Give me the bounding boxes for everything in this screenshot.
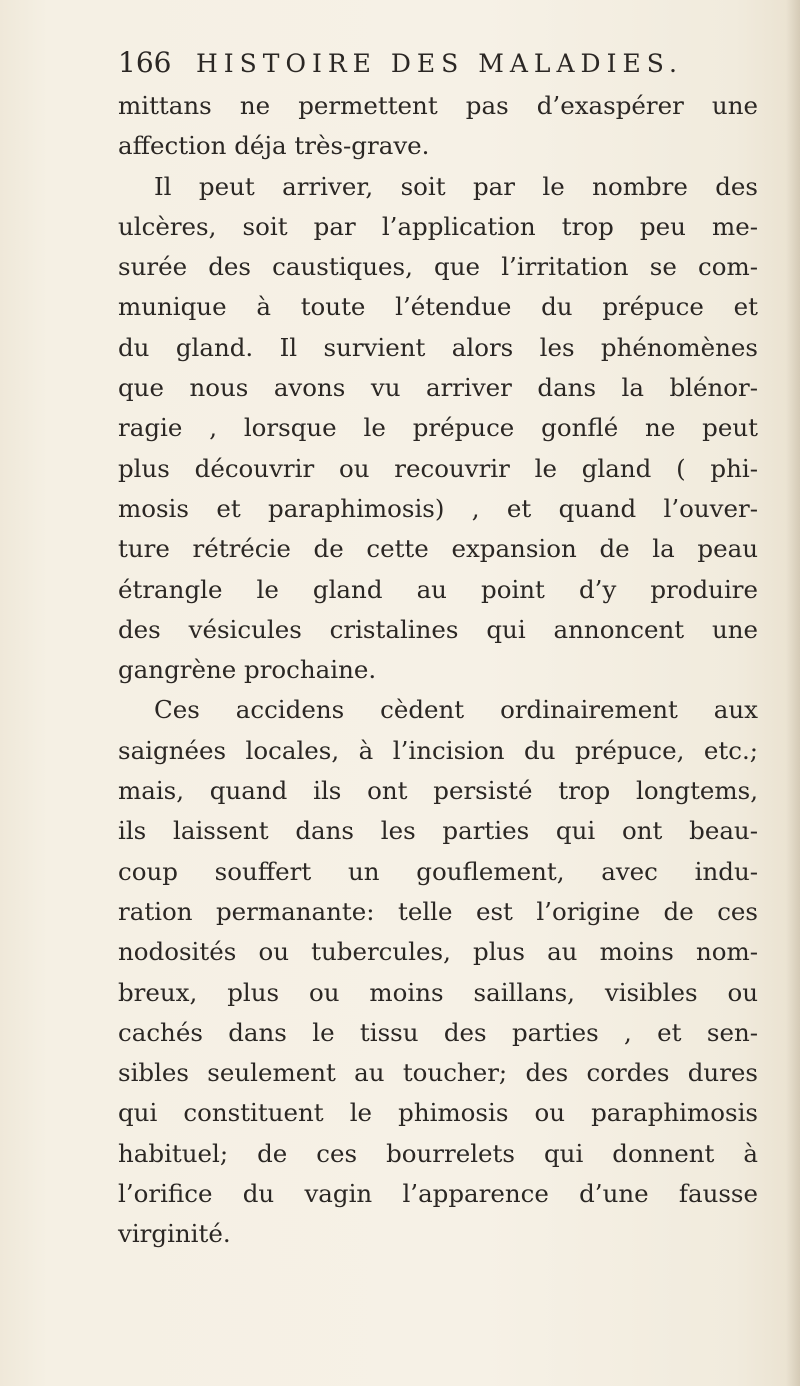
text-line: surée des caustiques, que l’irritation se com- (118, 252, 758, 282)
running-header (118, 46, 683, 86)
text-line: des vésicules cristalines qui annoncent une (118, 614, 758, 644)
text-line: breux, plus ou moins saillans, visibles ou (118, 977, 758, 1007)
text-line: ulcères, soit par l’application trop peu me- (118, 211, 758, 241)
text-line: affection déja très-grave. (118, 131, 430, 161)
text-line: munique à toute l’étendue du prépuce et (118, 292, 758, 322)
running-title: HISTOIRE DES MALADIES. (196, 49, 683, 78)
text-line: gangrène prochaine. (118, 655, 377, 685)
text-line: Il peut arriver, soit par le nombre des (154, 171, 758, 201)
text-line: mais, quand ils ont persisté trop longtems, (118, 776, 758, 806)
text-line: ragie , lorsque le prépuce gonflé ne peut (118, 413, 758, 443)
text-line: cachés dans le tissu des parties , et sen- (118, 1017, 758, 1047)
text-line: coup souffert un gouflement, avec indu- (118, 856, 758, 886)
text-line: sibles seulement au toucher; des cordes dures (118, 1058, 758, 1088)
page-edge-shadow (786, 0, 800, 1386)
text-line: mittans ne permettent pas d’exaspérer une (118, 91, 758, 120)
body-text (118, 86, 758, 1255)
text-line: nodosités ou tubercules, plus au moins nom- (118, 937, 758, 967)
text-line: du gland. Il survient alors les phénomènes (118, 332, 758, 362)
text-line: ration permanante: telle est l’origine de ces (118, 896, 758, 926)
text-line: saignées locales, à l’incision du prépuce, etc.; (118, 735, 758, 765)
text-line: Ces accidens cèdent ordinairement aux (154, 695, 758, 725)
page-number: 166 (118, 46, 172, 79)
text-line: l’orifice du vagin l’apparence d’une fausse (118, 1179, 758, 1209)
text-line: virginité. (118, 1219, 231, 1249)
text-line: mosis et paraphimosis) , et quand l’ouver- (118, 493, 758, 523)
text-line: habituel; de ces bourrelets qui donnent à (118, 1138, 758, 1168)
text-line: qui constituent le phimosis ou paraphimosis (118, 1098, 758, 1128)
text-line: que nous avons vu arriver dans la blénor- (118, 373, 758, 403)
text-line: étrangle le gland au point d’y produire (118, 574, 758, 604)
text-line: plus découvrir ou recouvrir le gland ( phi- (118, 453, 758, 483)
text-line: ils laissent dans les parties qui ont beau- (118, 816, 758, 846)
text-line: ture rétrécie de cette expansion de la peau (118, 534, 758, 564)
